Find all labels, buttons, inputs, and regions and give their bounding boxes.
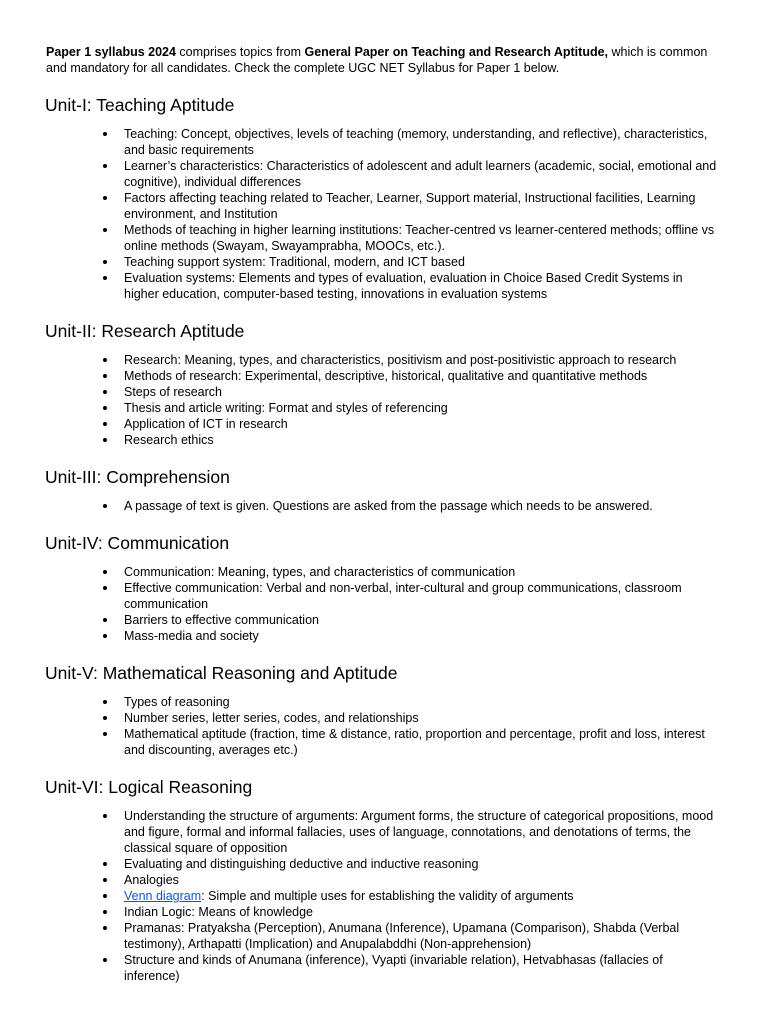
list-item-venn: [124, 888, 720, 904]
unit-6-list: [45, 808, 720, 984]
list-item: Application of ICT in research: [124, 416, 720, 432]
list-item: Methods of teaching in higher learning institutions: Teacher-centred vs learner-centered methods; offline vs online methods (Swayam, Swayamprabha, MOOCs, etc.).: [124, 222, 720, 254]
list-item: Indian Logic: Means of knowledge: [124, 904, 720, 920]
list-item: A passage of text is given. Questions are asked from the passage which needs to be answered.: [124, 498, 720, 514]
unit-5-heading: Unit-V: Mathematical Reasoning and Aptitude: [45, 663, 398, 683]
intro-text-1: comprises topics from: [175, 45, 305, 59]
list-item: Thesis and article writing: Format and styles of referencing: [124, 400, 720, 416]
intro-bold-syllabus: Paper 1 syllabus 2024: [46, 45, 176, 59]
unit-4-list: [45, 564, 720, 644]
list-item: Number series, letter series, codes, and relationships: [124, 710, 720, 726]
list-item: Types of reasoning: [124, 694, 720, 710]
list-item: Research ethics: [124, 432, 720, 448]
list-item: Evaluating and distinguishing deductive and inductive reasoning: [124, 856, 720, 872]
unit-3-heading: Unit-III: Comprehension: [45, 467, 230, 487]
intro-text-2: which is common and mandatory for all candidates. Check the complete UGC NET Syllabus for Paper 1 below.: [46, 45, 708, 75]
venn-diagram-text: : Simple and multiple uses for establishing the validity of arguments: [201, 889, 574, 903]
list-item: Mathematical aptitude (fraction, time & distance, ratio, proportion and percentage, profit and loss, interest and discounting, averages etc.): [124, 726, 720, 758]
unit-1-list: [45, 126, 720, 302]
unit-2-list: [45, 352, 720, 448]
list-item: Teaching: Concept, objectives, levels of teaching (memory, understanding, and reflective), characteristics, and basic requirements: [124, 126, 720, 158]
list-item: Understanding the structure of arguments: Argument forms, the structure of categorical propositions, mood and figure, formal and informal fallacies, uses of language, connotations, and denotations of terms, the classical square of opposition: [124, 808, 720, 856]
list-item: Evaluation systems: Elements and types of evaluation, evaluation in Choice Based Credit Systems in higher education, computer-based testing, innovations in evaluation systems: [124, 270, 720, 302]
intro-bold-paper: General Paper on Teaching and Research Aptitude,: [304, 45, 609, 59]
list-item: Methods of research: Experimental, descriptive, historical, qualitative and quantitative methods: [124, 368, 720, 384]
unit-1-heading: Unit-I: Teaching Aptitude: [45, 95, 235, 115]
list-item: Pramanas: Pratyaksha (Perception), Anumana (Inference), Upamana (Comparison), Shabda (Verbal testimony), Arthapatti (Implication) and Anupalabddhi (Non-apprehension): [124, 920, 720, 952]
unit-6-heading: Unit-VI: Logical Reasoning: [45, 777, 253, 797]
unit-4-heading: Unit-IV: Communication: [45, 533, 230, 553]
list-item: Mass-media and society: [124, 628, 720, 644]
list-item: Factors affecting teaching related to Teacher, Learner, Support material, Instructional facilities, Learning environment, and Institution: [124, 190, 720, 222]
list-item: Communication: Meaning, types, and characteristics of communication: [124, 564, 720, 580]
list-item: Analogies: [124, 872, 720, 888]
list-item: Effective communication: Verbal and non-verbal, inter-cultural and group communications, classroom communication: [124, 580, 720, 612]
unit-3-list: [45, 498, 720, 514]
unit-5-list: [45, 694, 720, 758]
list-item: Teaching support system: Traditional, modern, and ICT based: [124, 254, 720, 270]
list-item: Structure and kinds of Anumana (inference), Vyapti (invariable relation), Hetvabhasas (fallacies of inference): [124, 952, 720, 984]
intro-paragraph: [46, 44, 720, 76]
list-item: Research: Meaning, types, and characteristics, positivism and post-positivistic approach to research: [124, 352, 720, 368]
unit-2-heading: Unit-II: Research Aptitude: [45, 321, 245, 341]
list-item: Barriers to effective communication: [124, 612, 720, 628]
list-item: Learner’s characteristics: Characteristics of adolescent and adult learners (academic, social, emotional and cognitive), individual differences: [124, 158, 720, 190]
venn-diagram-link[interactable]: Venn diagram: [124, 889, 202, 903]
list-item: Steps of research: [124, 384, 720, 400]
